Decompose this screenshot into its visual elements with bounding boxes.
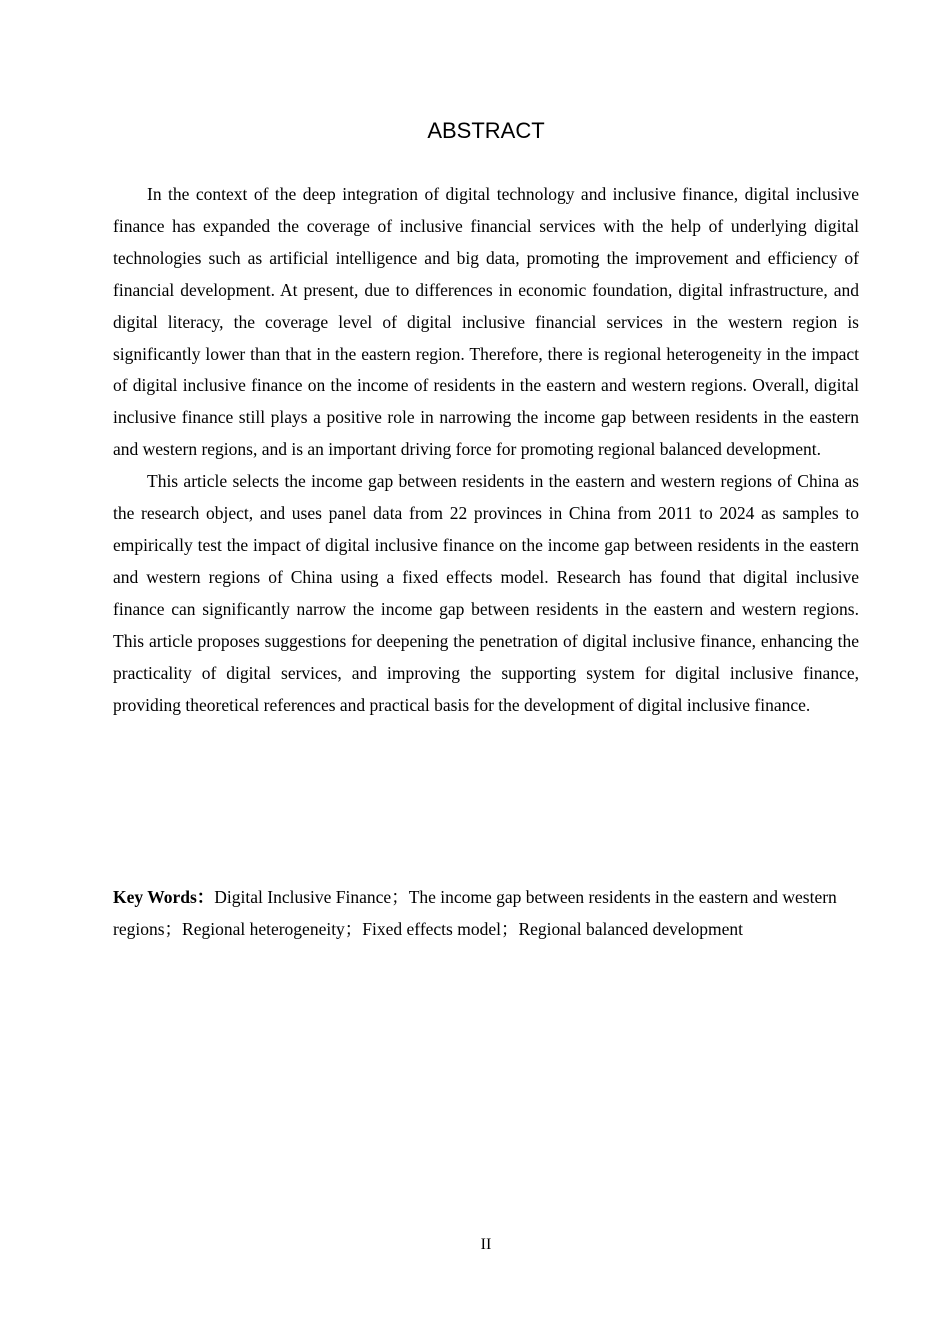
page-number: II — [480, 1236, 492, 1253]
keywords-text: Digital Inclusive Finance；The income gap between residents in the eastern and western regions；Regional heterogeneity；Fixed effects model；Regional balanced development — [113, 887, 837, 939]
abstract-paragraph-2: This article selects the income gap between residents in the eastern and western regions of China as the research object, and uses panel data from 22 provinces in China from 2011 to 2024 as samples to empirically test the impact of digital inclusive finance on the income gap between residents in the eastern and western regions of China using a fixed effects model. Research has found that digital inclusive finance can significantly narrow the income gap between residents in the eastern and western regions. This article proposes suggestions for deepening the penetration of digital inclusive finance, enhancing the practicality of digital services, and improving the supporting system for digital inclusive finance, providing theoretical references and practical basis for the development of digital inclusive finance. — [113, 471, 859, 715]
abstract-body — [113, 179, 859, 721]
keywords-line — [113, 882, 859, 945]
abstract-paragraph-1: In the context of the deep integration of digital technology and inclusive finance, digital inclusive finance has expanded the coverage of inclusive financial services with the help of underlying digital technologies such as artificial intelligence and big data, promoting the improvement and efficiency of financial development. At present, due to differences in economic foundation, digital infrastructure, and digital literacy, the coverage level of digital inclusive financial services in the western region is significantly lower than that in the eastern region. Therefore, there is regional heterogeneity in the impact of digital inclusive finance on the income of residents in the eastern and western regions. Overall, digital inclusive finance still plays a positive role in narrowing the income gap between residents in the eastern and western regions, and is an important driving force for promoting regional balanced development. — [113, 184, 859, 460]
abstract-title: ABSTRACT — [427, 118, 545, 143]
keywords-label: Key Words： — [113, 887, 215, 907]
